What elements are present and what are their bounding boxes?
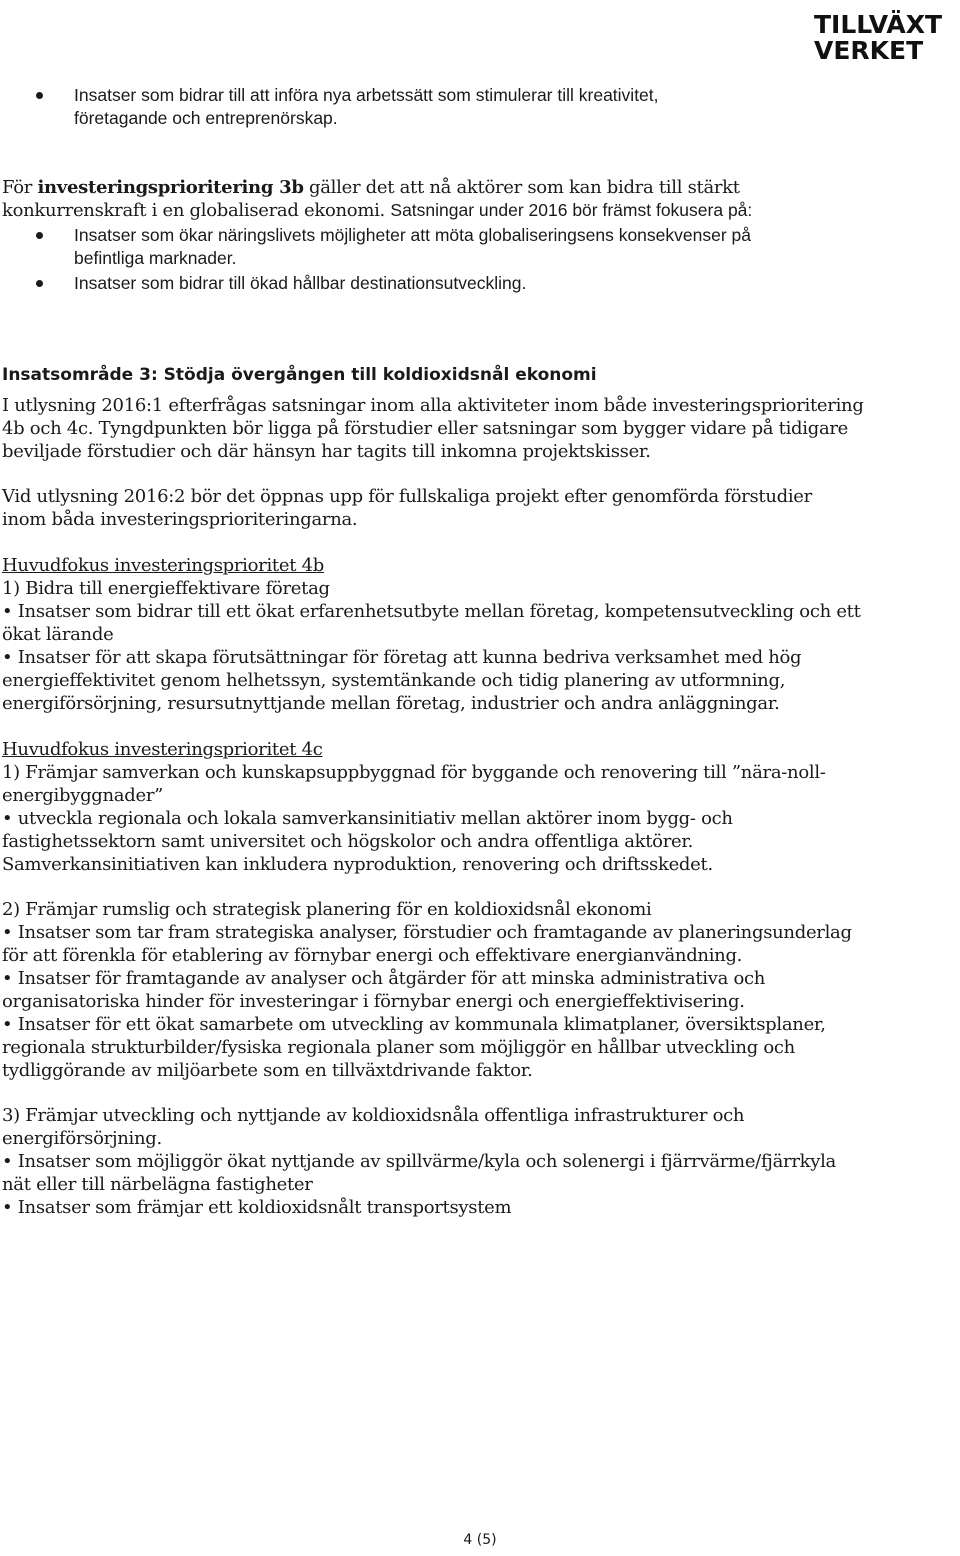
- group2-line: 2) Främjar rumslig och strategisk planering för en koldioxidsnål ekonomi: [2, 899, 652, 920]
- focus-4c: [2, 738, 902, 876]
- para-3b-line2: [2, 199, 902, 222]
- para-3b-line2a: konkurrenskraft i en globaliserad ekonomi.: [2, 200, 391, 221]
- focus-4b-heading: Huvudfokus investeringsprioritet 4b: [2, 555, 324, 576]
- bullet-3b-1-line2: befintliga marknader.: [74, 248, 237, 268]
- bullet-dot: [36, 232, 43, 239]
- para1: [2, 394, 902, 463]
- group2-line: tydliggörande av miljöarbete som en tillväxtdrivande faktor.: [2, 1060, 533, 1081]
- focus-4c-line: fastighetssektorn samt universitet och högskolor och andra offentliga aktörer.: [2, 831, 694, 852]
- para-3b-bold: investeringsprioritering 3b: [37, 177, 304, 198]
- para-3b-prefix: För: [2, 177, 38, 198]
- focus-4b-line: • Insatser för att skapa förutsättningar för företag att kunna bedriva verksamhet med hög: [2, 647, 802, 668]
- focus-4b-line: 1) Bidra till energieffektivare företag: [2, 578, 330, 599]
- group2-line: • Insatser som tar fram strategiska analyser, förstudier och framtagande av planeringsunderlag: [2, 922, 852, 943]
- focus-4c-line: energibyggnader”: [2, 785, 164, 806]
- focus-4c-heading: Huvudfokus investeringsprioritet 4c: [2, 739, 323, 760]
- intro-bullet-line1: Insatser som bidrar till att införa nya arbetssätt som stimulerar till kreativitet,: [74, 85, 659, 105]
- section-heading: Insatsområde 3: Stödja övergången till koldioxidsnål ekonomi: [2, 365, 597, 385]
- focus-4c-line: • utveckla regionala och lokala samverkansinitiativ mellan aktörer inom bygg- och: [2, 808, 733, 829]
- group3-line: • Insatser som möjliggör ökat nyttjande av spillvärme/kyla och solenergi i fjärrvärme/fjärrkyla: [2, 1151, 836, 1172]
- group2-line: organisatoriska hinder för investeringar i förnybar energi och energieffektivisering.: [2, 991, 745, 1012]
- para1-line: beviljade förstudier och där hänsyn har tagits till inkomna projektskisser.: [2, 441, 651, 462]
- group3-line: nät eller till närbelägna fastigheter: [2, 1174, 313, 1195]
- group2-line: • Insatser för framtagande av analyser och åtgärder för att minska administrativa och: [2, 968, 766, 989]
- para-3b-line2b: Satsningar under 2016 bör främst fokusera på:: [390, 200, 753, 220]
- logo-line1: TILLVÄXT: [814, 10, 943, 39]
- para-3b: [2, 176, 902, 222]
- bullet-dot: [36, 280, 43, 287]
- tillvaxtverket-logo: [806, 6, 956, 62]
- para1-line: 4b och 4c. Tyngdpunkten bör ligga på förstudier eller satsningar som bygger vidare på tidigare: [2, 418, 849, 439]
- para-3b-line1: [2, 176, 902, 199]
- bullet-3b-2-line1: Insatser som bidrar till ökad hållbar destinationsutveckling.: [74, 273, 527, 293]
- focus-4c-line: 1) Främjar samverkan och kunskapsuppbyggnad för byggande och renovering till ”nära-noll-: [2, 762, 826, 783]
- para2: [2, 485, 902, 531]
- page-number: 4 (5): [463, 1532, 497, 1548]
- para1-line: I utlysning 2016:1 efterfrågas satsningar inom alla aktiviteter inom både investeringsprioritering: [2, 395, 864, 416]
- bullet-dot: [36, 92, 43, 99]
- logo-line2: VERKET: [814, 36, 924, 62]
- group3: [2, 1104, 902, 1219]
- group2-line: regionala strukturbilder/fysiska regionala planer som möjliggör en hållbar utveckling och: [2, 1037, 795, 1058]
- focus-4b-line: energiförsörjning, resursutnyttjande mellan företag, industrier och andra anläggningar.: [2, 693, 780, 714]
- intro-bullet-line2: företagande och entreprenörskap.: [74, 108, 338, 128]
- group3-line: 3) Främjar utveckling och nyttjande av koldioxidsnåla offentliga infrastrukturer och: [2, 1105, 745, 1126]
- focus-4b: [2, 554, 902, 715]
- group3-line: energiförsörjning.: [2, 1128, 162, 1149]
- group3-line: • Insatser som främjar ett koldioxidsnålt transportsystem: [2, 1197, 512, 1218]
- focus-4b-line: energieffektivitet genom helhetssyn, systemtänkande och tidig planering av utformning,: [2, 670, 786, 691]
- focus-4b-line: ökat lärande: [2, 624, 114, 645]
- para2-line: Vid utlysning 2016:2 bör det öppnas upp för fullskaliga projekt efter genomförda förstudier: [2, 486, 812, 507]
- group2-line: • Insatser för ett ökat samarbete om utveckling av kommunala klimatplaner, översiktsplaner,: [2, 1014, 826, 1035]
- bullet-3b-1-line1: Insatser som ökar näringslivets möjligheter att möta globaliseringsens konsekvenser på: [74, 225, 751, 245]
- group2-line: för att förenkla för etablering av förnybar energi och effektivare energianvändning.: [2, 945, 743, 966]
- para2-line: inom båda investeringsprioriteringarna.: [2, 509, 358, 530]
- para-3b-rest: gäller det att nå aktörer som kan bidra till stärkt: [303, 177, 740, 198]
- focus-4b-line: • Insatser som bidrar till ett ökat erfarenhetsutbyte mellan företag, kompetensutveckling och ett: [2, 601, 861, 622]
- group2: [2, 898, 902, 1082]
- focus-4c-line: Samverkansinitiativen kan inkludera nyproduktion, renovering och driftsskedet.: [2, 854, 713, 875]
